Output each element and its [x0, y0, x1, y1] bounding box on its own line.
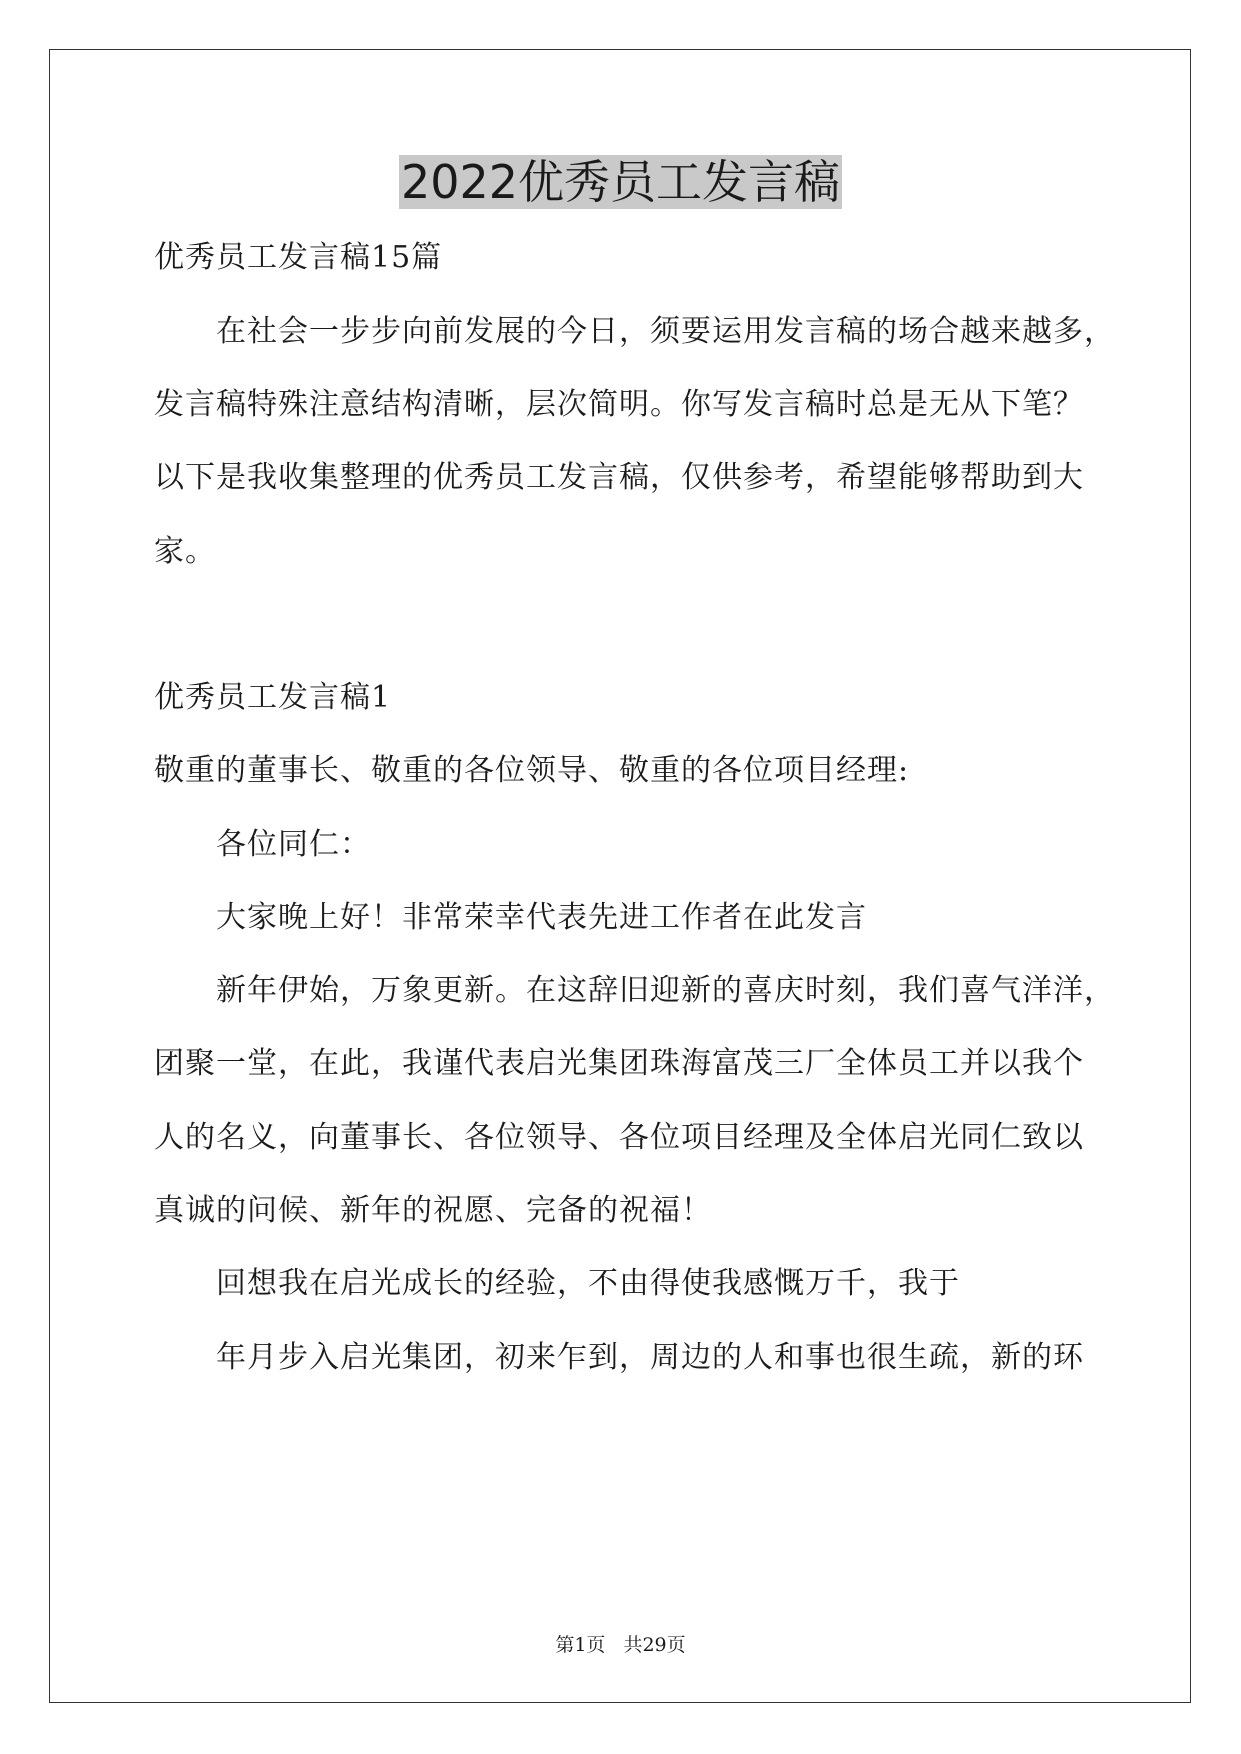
salutation: 敬重的董事长、敬重的各位领导、敬重的各位项目经理: — [154, 753, 910, 788]
intro-line-4: 家。 — [154, 534, 216, 569]
newyear-line-4: 真诚的问候、新年的祝愿、完备的祝福！ — [154, 1193, 712, 1228]
newyear-line-2: 团聚一堂，在此，我谨代表启光集团珠海富茂三厂全体员工并以我个 — [154, 1046, 1084, 1081]
subtitle: 优秀员工发言稿15篇 — [154, 240, 443, 275]
line-evening: 大家晚上好！非常荣幸代表先进工作者在此发言 — [216, 900, 867, 935]
intro-line-1: 在社会一步步向前发展的今日，须要运用发言稿的场合越来越多， — [216, 314, 1115, 349]
page-footer — [0, 1633, 1241, 1657]
document-title: 2022优秀员工发言稿 — [400, 155, 841, 209]
intro-line-3: 以下是我收集整理的优秀员工发言稿，仅供参考，希望能够帮助到大 — [154, 460, 1084, 495]
line-recall: 回想我在启光成长的经验，不由得使我感慨万千，我于 — [216, 1266, 960, 1301]
page-number: 第1页 — [555, 1634, 606, 1656]
greeting: 各位同仁： — [216, 827, 371, 862]
newyear-line-1: 新年伊始，万象更新。在这辞旧迎新的喜庆时刻，我们喜气洋洋， — [216, 973, 1115, 1008]
page-border — [49, 49, 1191, 1703]
intro-line-2: 发言稿特殊注意结构清晰，层次简明。你写发言稿时总是无从下笔？ — [154, 387, 1084, 422]
newyear-line-3: 人的名义，向董事长、各位领导、各位项目经理及全体启光同仁致以 — [154, 1120, 1084, 1155]
section-heading: 优秀员工发言稿1 — [154, 680, 392, 715]
page-total: 共29页 — [623, 1634, 686, 1656]
line-join: 年月步入启光集团，初来乍到，周边的人和事也很生疏，新的环 — [216, 1340, 1084, 1375]
